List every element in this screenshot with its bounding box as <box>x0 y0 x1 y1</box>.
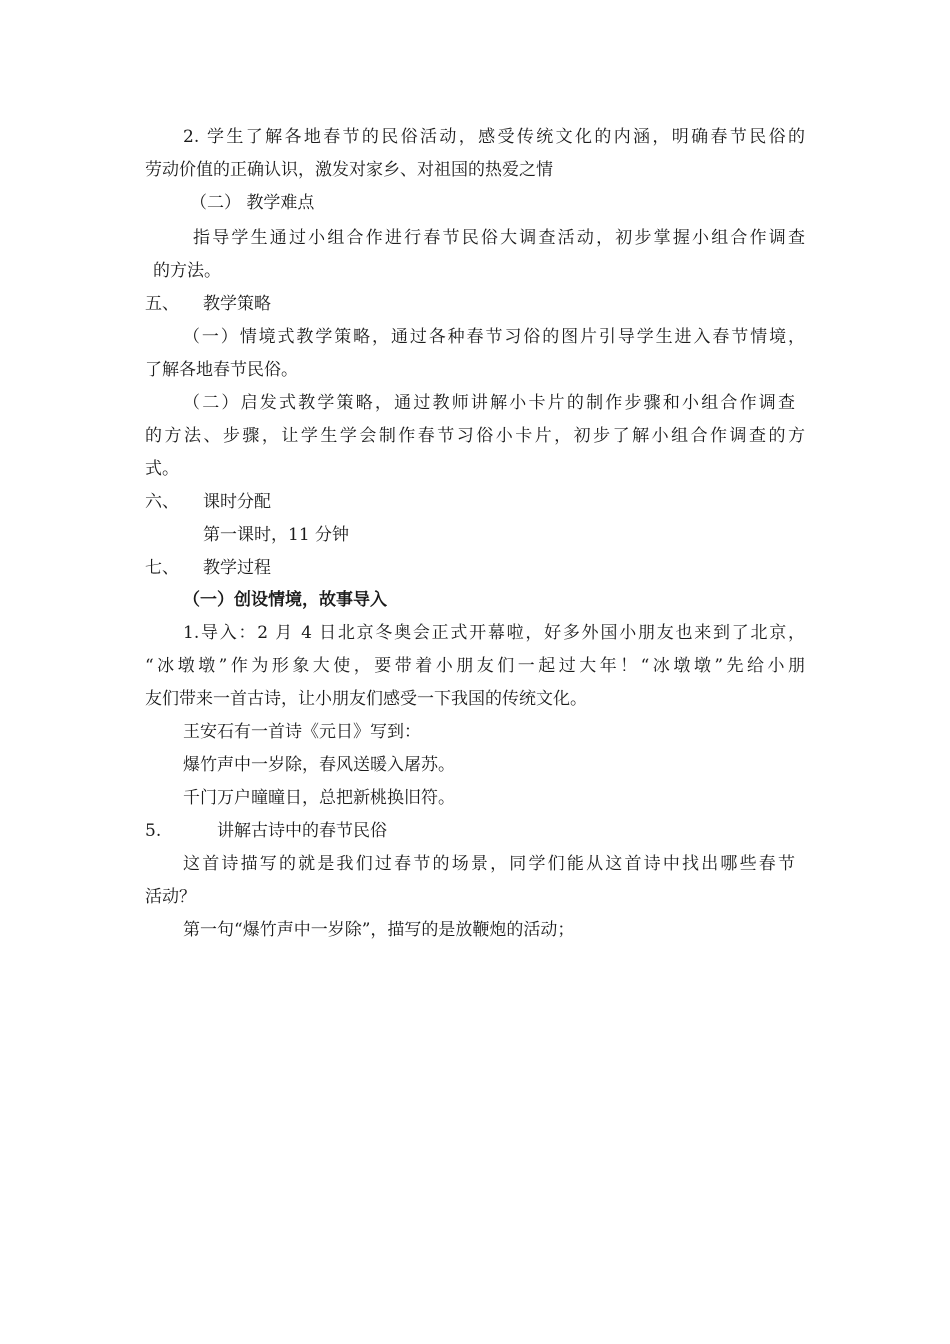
difficulty-line2: 的方法。 <box>153 261 221 281</box>
section-6-number: 六、 <box>145 492 179 512</box>
intro-line2: “冰墩墩”作为形象大使，要带着小朋友们一起过大年！“冰墩墩”先给小朋 <box>145 656 805 676</box>
section-7-number: 七、 <box>145 558 179 578</box>
goal2-line2: 劳动价值的正确认识，激发对家乡、对祖国的热爱之情 <box>145 160 553 180</box>
section-7-title: 教学过程 <box>203 558 271 578</box>
period-allocation: 第一课时，11 分钟 <box>203 525 350 545</box>
strategy1-line1: （一）情境式教学策略，通过各种春节习俗的图片引导学生进入春节情境， <box>183 327 805 347</box>
section-7-heading <box>145 557 815 579</box>
section-5-number: 五、 <box>145 294 179 314</box>
intro-line1: 1.导入：2 月 4 日北京冬奥会正式开幕啦，好多外国小朋友也来到了北京， <box>183 623 805 643</box>
strategy1-line2: 了解各地春节民俗。 <box>145 360 298 380</box>
item-5-number: 5. <box>145 821 162 841</box>
section-5-heading <box>145 293 815 315</box>
poem-line2: 千门万户曈曈日，总把新桃换旧符。 <box>183 788 455 808</box>
intro-line3: 友们带来一首古诗，让小朋友们感受一下我国的传统文化。 <box>145 689 587 709</box>
section-6-heading <box>145 491 815 513</box>
process1-heading: （一）创设情境，故事导入 <box>183 590 387 610</box>
difficulty-line1: 指导学生通过小组合作进行春节民俗大调查活动，初步掌握小组合作调查 <box>193 228 805 248</box>
strategy2-line2: 的方法、步骤，让学生学会制作春节习俗小卡片，初步了解小组合作调查的方 <box>145 426 805 446</box>
section-5-title: 教学策略 <box>203 294 271 314</box>
goal2-line1: 2. 学生了解各地春节的民俗活动，感受传统文化的内涵，明确春节民俗的 <box>183 127 805 147</box>
item-5-title: 讲解古诗中的春节民俗 <box>217 821 387 841</box>
strategy2-line3: 式。 <box>145 459 179 479</box>
explain-line1: 这首诗描写的就是我们过春节的场景，同学们能从这首诗中找出哪些春节 <box>183 854 795 874</box>
poem-line1: 爆竹声中一岁除，春风送暖入屠苏。 <box>183 755 455 775</box>
explain-line2: 活动？ <box>145 887 196 907</box>
poem-intro: 王安石有一首诗《元日》写到： <box>183 722 421 742</box>
difficulty-heading: （二） 教学难点 <box>190 193 315 213</box>
strategy2-line1: （二）启发式教学策略，通过教师讲解小卡片的制作步骤和小组合作调查 <box>183 393 795 413</box>
explain-line3: 第一句“爆竹声中一岁除”，描写的是放鞭炮的活动； <box>183 920 575 940</box>
section-6-title: 课时分配 <box>203 492 271 512</box>
item-5-heading <box>145 820 815 842</box>
